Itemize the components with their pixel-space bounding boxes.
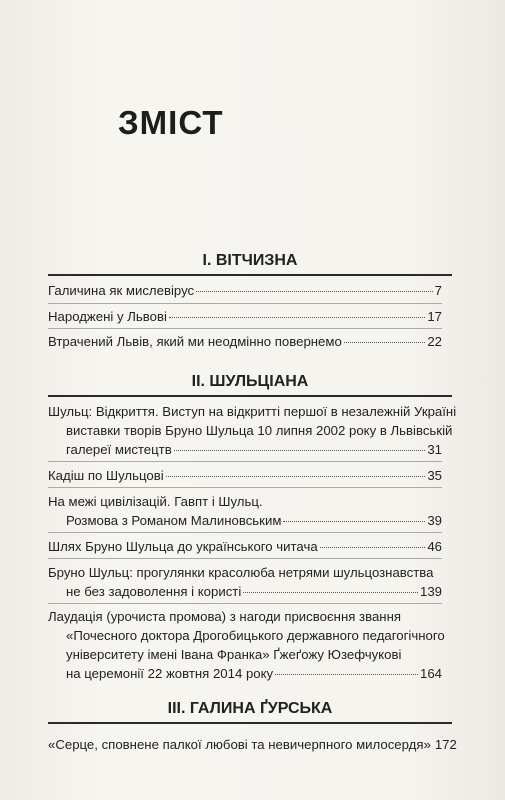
leader-dots [169,317,425,318]
page-number: 139 [419,584,442,599]
entry-separator [48,487,442,488]
entry-title: Кадіш по Шульцові [48,468,164,483]
page-number: 39 [427,513,442,528]
leader-dots [243,592,418,593]
page-number: 7 [434,283,442,298]
entry-title: Народжені у Львові [48,309,167,324]
leader-dots [344,342,426,343]
page-number: 35 [427,468,442,483]
leader-dots [320,547,426,548]
entry-title-line: Лаудація (урочиста промова) з нагоди присвоєння звання [48,609,401,624]
toc-entry[interactable] [48,466,442,485]
entry-title: не без задоволення і користі [66,584,242,599]
part-heading-1: І. ВІТЧИЗНА [202,252,298,269]
entry-title-line: виставки творів Бруно Шульца 10 липня 2002 року в Львівській [66,423,453,438]
page-title: ЗМІСТ [118,104,224,141]
entry-title: «Серце, сповнене палкої любові та невичерпного милосердя» [48,737,431,752]
entry-separator [48,603,442,604]
part-rule-1 [48,274,452,276]
leader-dots [174,450,426,451]
entry-separator [48,532,442,533]
toc-entry[interactable] [48,307,442,326]
entry-separator [48,461,442,462]
part-heading-3: ІІІ. ГАЛИНА ҐУРСЬКА [167,700,333,717]
page-number: 46 [427,539,442,554]
entry-title-line: На межі цивілізацій. Гавпт і Шульц. [48,494,263,509]
entry-title-line: Бруно Шульц: прогулянки красолюба нетрями шульцознавства [48,565,434,580]
toc-entry[interactable] [48,607,445,683]
part-rule-3 [48,722,452,724]
entry-title: Втрачений Львів, який ми неодмінно повернемо [48,334,342,349]
page-number: 31 [427,442,442,457]
entry-title: Шлях Бруно Шульца до українського читача [48,539,318,554]
entry-title-line: «Почесного доктора Дрогобицького державного педагогічного [66,628,445,643]
entry-title: Розмова з Романом Малиновським [66,513,282,528]
toc-entry[interactable] [48,735,457,754]
entry-title: галереї мистецтв [66,442,172,457]
entry-separator [48,303,442,304]
entry-title-line: Шульц: Відкриття. Виступ на відкритті першої в незалежній Україні [48,404,457,419]
part-heading-2: ІІ. ШУЛЬЦІАНА [191,373,309,390]
entry-separator [48,558,442,559]
part-rule-2 [48,395,452,397]
toc-entry[interactable] [48,563,442,601]
toc-entry[interactable] [48,537,442,556]
page-number: 22 [427,334,442,349]
leader-dots [166,476,426,477]
entry-title-line: університету імені Івана Франка» Ґжеґожу Юзефчукові [66,647,402,662]
page-number: 164 [419,666,442,681]
toc-entry[interactable] [48,281,442,300]
leader-dots [275,674,418,675]
entry-title: на церемонії 22 жовтня 2014 року [66,666,274,681]
toc-entry[interactable] [48,402,457,459]
page-number: 17 [427,309,442,324]
entry-separator [48,328,442,329]
leader-dots [196,291,433,292]
toc-entry[interactable] [48,492,442,530]
leader-dots [283,521,425,522]
page-number: 172 [434,737,457,752]
toc-entry[interactable] [48,332,442,351]
entry-title: Галичина як мислевірус [48,283,195,298]
